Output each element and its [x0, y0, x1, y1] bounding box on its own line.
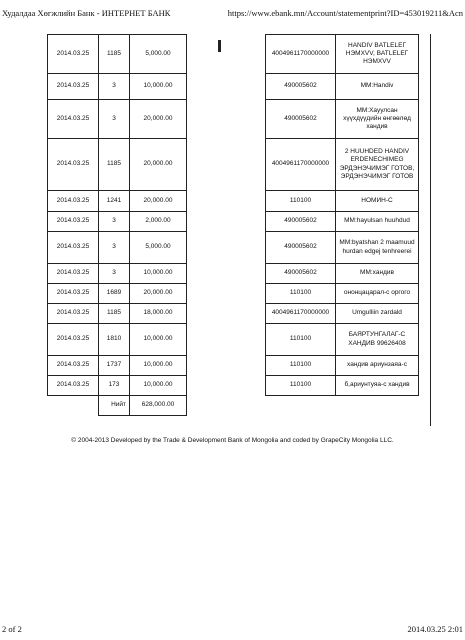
- transaction-description: Umgulliin zardald: [336, 304, 419, 324]
- page-header-title: Худалдаа Хөгжлийн Банк - ИНТЕРНЕТ БАНК: [2, 8, 171, 18]
- transaction-description: хандив ариунзаяа-с: [336, 356, 419, 376]
- transaction-date: 2014.03.25: [48, 100, 99, 139]
- transaction-amount: 20,000.00: [130, 191, 187, 212]
- copyright-footer: © 2004-2013 Developed by the Trade & Development Bank of Mongolia and coded by GrapeCity Mongolia LLC.: [71, 437, 394, 444]
- transaction-description: НОМИН-С: [336, 191, 419, 212]
- table-row: [266, 139, 419, 191]
- table-row: [266, 232, 419, 264]
- transaction-date: 2014.03.25: [48, 356, 99, 376]
- table-row: [48, 100, 187, 139]
- table-row: [48, 35, 187, 74]
- account-number: 490005602: [266, 100, 336, 139]
- empty-cell: [48, 396, 99, 416]
- transaction-amount: 10,000.00: [130, 324, 187, 356]
- table-row: [48, 191, 187, 212]
- transaction-code: 3: [99, 232, 130, 264]
- transaction-amount: 10,000.00: [130, 74, 187, 100]
- table-row: [266, 212, 419, 232]
- table-row: [48, 232, 187, 264]
- transaction-code: 1185: [99, 139, 130, 191]
- total-label: Нийт: [99, 396, 130, 416]
- transaction-code: 3: [99, 100, 130, 139]
- transaction-code: 3: [99, 264, 130, 284]
- transaction-date: 2014.03.25: [48, 304, 99, 324]
- transaction-code: 1185: [99, 304, 130, 324]
- print-timestamp: 2014.03.25 2:01: [407, 624, 463, 634]
- table-row: [266, 100, 419, 139]
- transaction-description: ононцацарал-с оргого: [336, 284, 419, 304]
- transaction-date: 2014.03.25: [48, 35, 99, 74]
- table-row: [48, 304, 187, 324]
- transaction-code: 1185: [99, 35, 130, 74]
- transaction-code: 1689: [99, 284, 130, 304]
- transaction-date: 2014.03.25: [48, 324, 99, 356]
- account-number: 110100: [266, 376, 336, 396]
- transactions-right-table: [265, 34, 419, 396]
- transaction-date: 2014.03.25: [48, 74, 99, 100]
- table-row: [266, 356, 419, 376]
- transaction-date: 2014.03.25: [48, 376, 99, 396]
- transaction-code: 1810: [99, 324, 130, 356]
- table-row: [266, 376, 419, 396]
- account-number: 110100: [266, 356, 336, 376]
- transaction-description: HANDIV BATLЕLЕГ HЭMXVV, BATLЕLЕГ HЭMXVV: [336, 35, 419, 74]
- table-row: [48, 74, 187, 100]
- transaction-description: MM:хандив: [336, 264, 419, 284]
- transaction-amount: 18,000.00: [130, 304, 187, 324]
- transaction-code: 3: [99, 74, 130, 100]
- table-row: [48, 284, 187, 304]
- account-number: 490005602: [266, 212, 336, 232]
- transaction-date: 2014.03.25: [48, 191, 99, 212]
- transaction-description: MM:Handiv: [336, 74, 419, 100]
- transaction-code: 3: [99, 212, 130, 232]
- transaction-code: 173: [99, 376, 130, 396]
- transaction-date: 2014.03.25: [48, 139, 99, 191]
- page-header-url: https://www.ebank.mn/Account/statementprint?ID=453019211&Acn: [227, 8, 463, 18]
- table-row: [266, 324, 419, 356]
- table-row: [266, 264, 419, 284]
- table-row: [266, 191, 419, 212]
- transaction-date: 2014.03.25: [48, 232, 99, 264]
- table-row: [266, 284, 419, 304]
- transaction-amount: 10,000.00: [130, 356, 187, 376]
- transaction-amount: 10,000.00: [130, 376, 187, 396]
- transactions-left-table: [47, 34, 187, 416]
- table-row: [48, 324, 187, 356]
- transaction-amount: 20,000.00: [130, 100, 187, 139]
- account-number: 110100: [266, 324, 336, 356]
- transaction-description: MM:Хауулсан хүүхдүүдийн өнгөөлөд хандив: [336, 100, 419, 139]
- right-border-line: [430, 34, 431, 426]
- transaction-amount: 10,000.00: [130, 264, 187, 284]
- table-row: [48, 139, 187, 191]
- transaction-description: 2 HUUHDED HANDIV ERDENECHIMEG ЭРДЭНЭЧИМЭГ ГОТОВ, ЭРДЭНЭЧИМЭГ ГОТОВ: [336, 139, 419, 191]
- total-row: [48, 396, 187, 416]
- table-row: [266, 35, 419, 74]
- account-number: 4004961170000000: [266, 304, 336, 324]
- transaction-description: б,ариунтуяа-с хандив: [336, 376, 419, 396]
- table-row: [48, 376, 187, 396]
- account-number: 110100: [266, 284, 336, 304]
- transaction-amount: 5,000.00: [130, 232, 187, 264]
- account-number: 490005602: [266, 74, 336, 100]
- account-number: 490005602: [266, 232, 336, 264]
- transaction-code: 1737: [99, 356, 130, 376]
- page-number: 2 of 2: [2, 624, 22, 634]
- account-number: 4004961170000000: [266, 139, 336, 191]
- table-row: [266, 74, 419, 100]
- transaction-amount: 2,000.00: [130, 212, 187, 232]
- transaction-amount: 5,000.00: [130, 35, 187, 74]
- table-row: [48, 264, 187, 284]
- transaction-date: 2014.03.25: [48, 264, 99, 284]
- transaction-date: 2014.03.25: [48, 284, 99, 304]
- transaction-date: 2014.03.25: [48, 212, 99, 232]
- table-row: [266, 304, 419, 324]
- account-number: 110100: [266, 191, 336, 212]
- transaction-amount: 20,000.00: [130, 139, 187, 191]
- column-separator-mark: [218, 40, 221, 52]
- transaction-amount: 20,000.00: [130, 284, 187, 304]
- account-number: 4004961170000000: [266, 35, 336, 74]
- total-amount: 628,000.00: [130, 396, 187, 416]
- table-row: [48, 356, 187, 376]
- transaction-description: БАЯРТУНГАЛАГ-С ХАНДИВ 99626408: [336, 324, 419, 356]
- table-row: [48, 212, 187, 232]
- transaction-description: MM:byatshan 2 maamuud hurdan edgej tenhreerei: [336, 232, 419, 264]
- transaction-code: 1241: [99, 191, 130, 212]
- account-number: 490005602: [266, 264, 336, 284]
- transaction-description: MM:hayulsan huuhdud: [336, 212, 419, 232]
